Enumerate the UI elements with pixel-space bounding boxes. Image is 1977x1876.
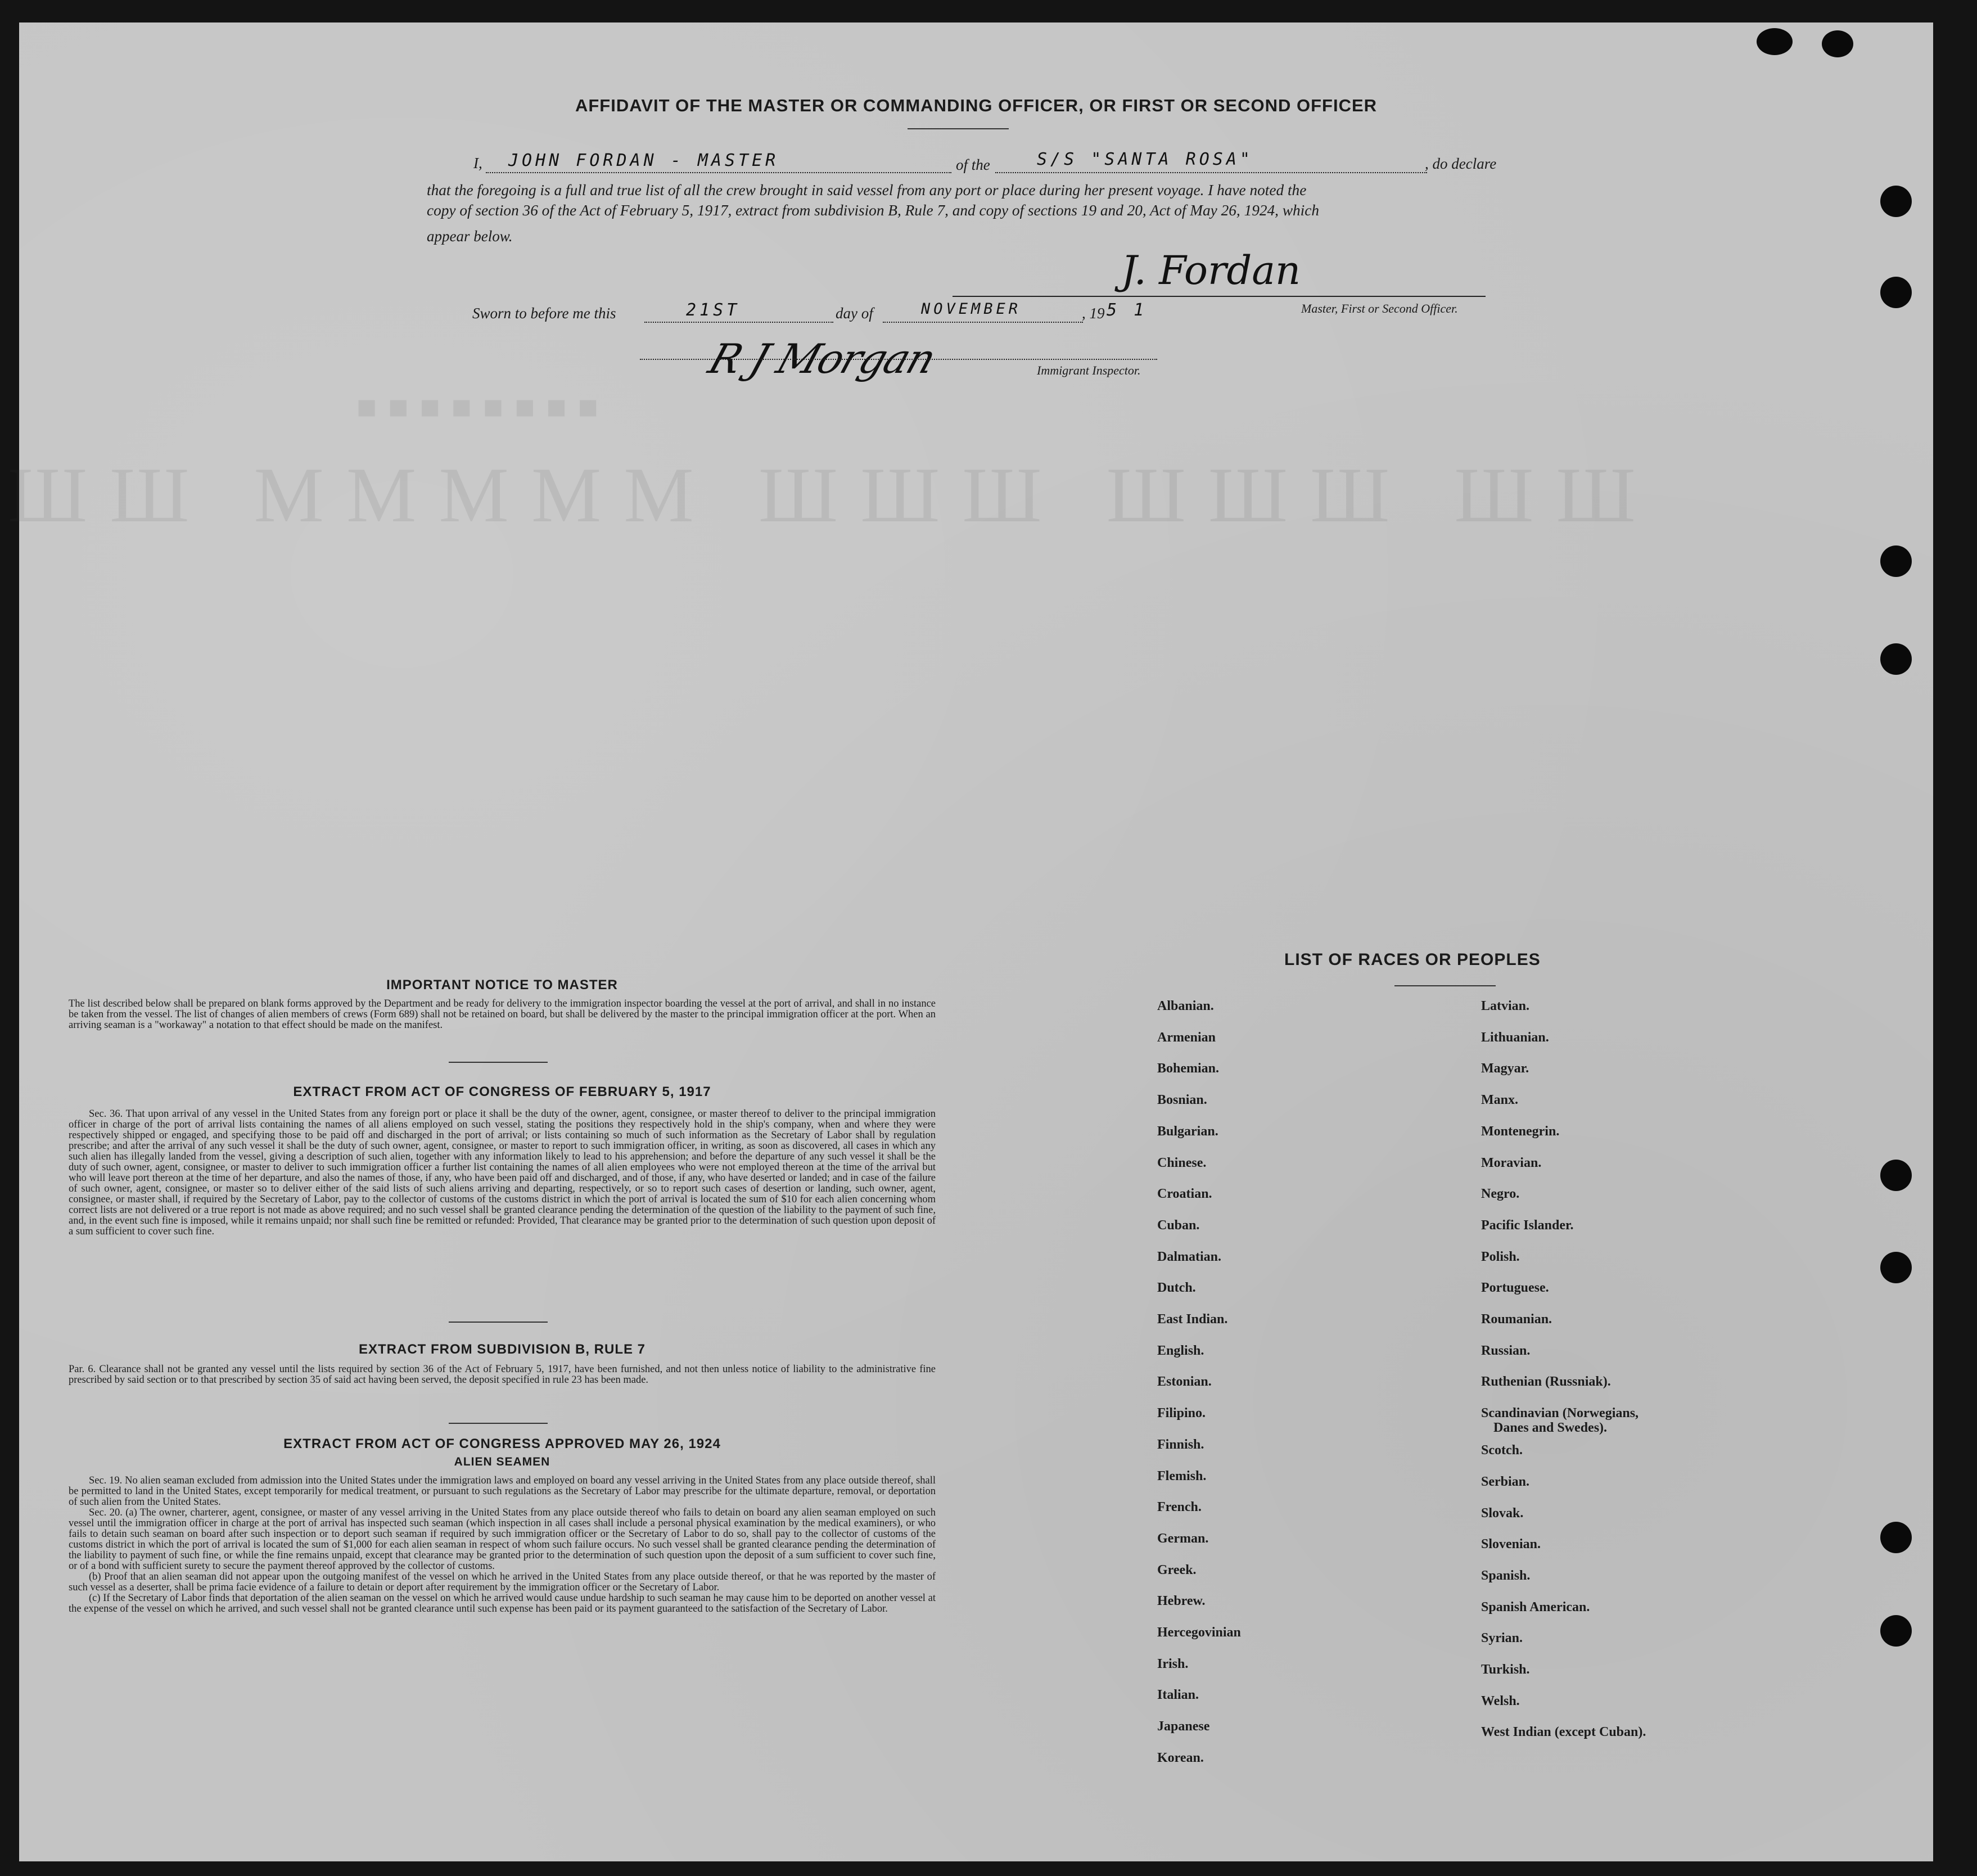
race-item: Manx.	[1481, 1093, 1518, 1108]
binder-hole	[1757, 28, 1793, 55]
alien-seamen-subtitle: ALIEN SEAMEN	[454, 1455, 550, 1468]
binder-hole	[1822, 30, 1853, 57]
race-item: Greek.	[1157, 1562, 1197, 1577]
race-item: Magyar.	[1481, 1061, 1529, 1076]
race-item: Pacific Islander.	[1481, 1217, 1574, 1233]
binder-hole	[1880, 1160, 1912, 1191]
handwritten-month: NOVEMBER	[921, 300, 1022, 318]
day-fill-line	[644, 322, 833, 323]
race-item: Dalmatian.	[1157, 1249, 1221, 1264]
affidavit-i: I,	[473, 155, 482, 172]
race-item: Finnish.	[1157, 1437, 1204, 1452]
year-prefix: , 19	[1082, 305, 1105, 322]
race-item: Serbian.	[1481, 1474, 1530, 1489]
month-fill-line	[883, 322, 1083, 323]
sec-36-text: That upon arrival of any vessel in the United States from any foreign port or place it shall be the duty of the owner, agent, consignee, or master thereof to deliver to the principal immigration officer in charge of the port of arrival lists containing the names of all aliens employed on such vessel, stating the positions they respectively hold in the ship's company, when and where they were respectively shipped or engaged, and specifying those to be paid off and discharged in the port of arrival; or lists containing so much of such information as the Secretary of Labor shall by regulation prescribe; and after the arrival of any such vessel it shall be the duty of such owner, agent, consignee, or master to report to such immigration officer, in writing, as soon as discovered, all cases in which any such alien has illegally landed from the vessel, giving a description of such alien, together with any information likely to lead to his apprehension; and before the departure of any such vessel it shall be the duty of such owner, agent, consignee, or master to deliver to such immigration officer a further list containing the names of all alien employees who were not employed thereon at the time of the arrival but who will leave port thereon at the time of her departure, and also the names of those, if any, who have been paid off and discharged, and of those, if any, who have deserted or landed; and in case of the failure of such owner, agent, consignee, or master so to deliver either of the said lists of such aliens arriving and departing, respectively, or so to report such cases of desertion or landing, such owner, agent, consignee, or master shall, if required by the Secretary of Labor, pay to the collector of customs of the customs district in which the port of arrival is located the sum of $10 for each alien concerning whom correct lists are not delivered or a true report is not made as above required; and no such vessel shall be granted clearance pending the determination of the question of the liability to the payment of such fine, and, in the event such fine is imposed, while it remains unpaid; nor shall such fine be remitted or refunded: Provided, That clearance may be granted prior to the determination of such question upon deposit of a sum sufficient to cover such fine.	[69, 1108, 936, 1237]
extract-1917-title: EXTRACT FROM ACT OF CONGRESS OF FEBRUARY 5, 1917	[293, 1084, 711, 1099]
race-item: Scandinavian (Norwegians,	[1481, 1406, 1639, 1421]
race-item: Bohemian.	[1157, 1061, 1220, 1076]
inspector-signature-line	[640, 359, 1157, 360]
race-item: Montenegrin.	[1481, 1124, 1560, 1139]
race-item: Chinese.	[1157, 1155, 1207, 1170]
race-item: Roumanian.	[1481, 1312, 1552, 1327]
extract-1924-text	[69, 1476, 936, 1615]
inspector-signature: R J Morgan	[703, 335, 941, 382]
race-item: Italian.	[1157, 1688, 1199, 1703]
race-item: Ruthenian (Russniak).	[1481, 1374, 1611, 1390]
race-item: Albanian.	[1157, 999, 1214, 1013]
affidavit-line-2: that the foregoing is a full and true list of all the crew brought in said vessel from any port or place during her present voyage. I have noted the	[427, 182, 1307, 199]
race-item: Croatian.	[1157, 1187, 1212, 1202]
race-item: Japanese	[1157, 1719, 1210, 1734]
handwritten-year: 5 1	[1107, 300, 1148, 320]
race-item: French.	[1157, 1500, 1202, 1515]
day-of-label: day of	[836, 305, 873, 322]
handwritten-vessel: S/S "SANTA ROSA"	[1037, 150, 1253, 169]
handwritten-day: 21ST	[686, 300, 741, 320]
race-item: Spanish American.	[1481, 1599, 1590, 1615]
bleed-through-text: ■■■■■■■■	[356, 389, 610, 426]
sec-20c-text: (c) If the Secretary of Labor finds that deportation of the alien seaman on the vessel on which he arrived would cause undue hardship to such seaman he may cause him to be deported on another vessel at the expense of the vessel on which he arrived, and such vessel shall not be granted clearance until such expense has been paid or its payment guaranteed to the satisfaction of the Secretary of Labor.	[69, 1593, 936, 1615]
divider	[449, 1322, 548, 1323]
extract-1917-block	[69, 1109, 936, 1237]
races-title: LIST OF RACES OR PEOPLES	[1284, 950, 1541, 969]
affidavit-line-3: copy of section 36 of the Act of February 5, 1917, extract from subdivision B, Rule 7, and copy of sections 19 and 20, Act of May 26, 1924, which	[427, 202, 1320, 219]
master-caption: Master, First or Second Officer.	[1301, 301, 1458, 315]
race-item: West Indian (except Cuban).	[1481, 1725, 1646, 1740]
extract-1924-title: EXTRACT FROM ACT OF CONGRESS APPROVED MAY 26, 1924	[283, 1436, 721, 1451]
race-item: Irish.	[1157, 1656, 1189, 1671]
binder-hole	[1880, 1615, 1912, 1647]
sec-20b-text: (b) Proof that an alien seaman did not appear upon the outgoing manifest of the vessel on which he arrived in the United States from any place outside thereof, or that he was reported by the master of such vessel as a deserter, shall be prima facie evidence of a failure to detain or deport after requirement by the immigration officer or the Secretary of Labor.	[69, 1571, 936, 1593]
race-item: English.	[1157, 1343, 1204, 1358]
race-item: Bulgarian.	[1157, 1124, 1218, 1139]
race-item: Russian.	[1481, 1343, 1531, 1358]
race-item: Spanish.	[1481, 1568, 1531, 1583]
master-signature: J. Fordan	[1121, 247, 1301, 294]
race-item: Estonian.	[1157, 1374, 1212, 1390]
sec-20a-text: Sec. 20. (a) The owner, charterer, agent, consignee, or master of any vessel arriving in the United States from any place outside thereof who fails to detain on board any alien seaman employed on such vessel until the immigration officer in charge at the port of arrival has inspected such seaman (which inspection in all cases shall include a personal physical examination by the medical examiners), or who fails to detain such seaman on board after such inspection or to deport such seaman if required by such immigration officer or the Secretary of Labor to do so, shall pay to the collector of customs of the customs district in which the port of arrival is located the sum of $1,000 for each alien seaman in respect of whom such failure occurs. No such vessel shall be granted clearance pending the determination of the liability to payment of such fine, or while the fine remains unpaid, except that clearance may be granted prior to the determination of such question upon the deposit of a sum sufficient to cover such fine, or of a bond with sufficient surety to secure the payment thereof approved by the collector of customs.	[69, 1507, 936, 1572]
race-item: Moravian.	[1481, 1155, 1542, 1170]
name-fill-line	[486, 172, 951, 173]
divider	[449, 1423, 548, 1424]
affidavit-title: AFFIDAVIT OF THE MASTER OR COMMANDING OFFICER, OR FIRST OR SECOND OFFICER	[575, 96, 1378, 115]
race-item: Bosnian.	[1157, 1093, 1207, 1108]
race-item: Armenian	[1157, 1030, 1216, 1045]
races-divider	[1394, 985, 1496, 986]
race-item: German.	[1157, 1531, 1209, 1546]
rule-7-text: Par. 6. Clearance shall not be granted any vessel until the lists required by section 36 of the Act of February 5, 1917, have been furnished, and not then unless notice of liability to the administrative fine prescribed by said section or to that prescribed by section 35 of said act having been served, the deposit specified in rule 23 has been made.	[69, 1364, 936, 1386]
race-item: Flemish.	[1157, 1468, 1207, 1483]
sec-19-text: Sec. 19. No alien seaman excluded from admission into the United States under the immigration laws and employed on board any vessel arriving in the United States from any place outside thereof, shall be permitted to land in the United States, except temporarily for medical treatment, or pursuant to such regulations as the Secretary of Labor may prescribe for the ultimate departure, removal, or deportation of such alien from the United States.	[69, 1475, 936, 1508]
binder-hole	[1880, 643, 1912, 675]
race-item: Welsh.	[1481, 1693, 1520, 1708]
race-item: Slovak.	[1481, 1505, 1524, 1521]
race-item: Filipino.	[1157, 1406, 1206, 1421]
inspector-caption: Immigrant Inspector.	[1037, 363, 1141, 377]
binder-hole	[1880, 545, 1912, 577]
race-item: Cuban.	[1157, 1217, 1200, 1233]
sworn-label: Sworn to before me this	[472, 305, 616, 322]
affidavit-do-declare: , do declare	[1425, 155, 1497, 172]
binder-hole	[1880, 1252, 1912, 1283]
race-item: Negro.	[1481, 1187, 1520, 1202]
document-page	[8, 22, 1933, 1861]
rule-7-title: EXTRACT FROM SUBDIVISION B, RULE 7	[358, 1342, 646, 1357]
race-item: Scotch.	[1481, 1443, 1523, 1458]
sec-36-label: Sec. 36.	[89, 1108, 123, 1120]
race-item: Korean.	[1157, 1750, 1204, 1765]
affidavit-of-the: of the	[956, 156, 990, 173]
race-item: Portuguese.	[1481, 1280, 1549, 1296]
affidavit-line-4: appear below.	[427, 228, 513, 245]
race-item: Dutch.	[1157, 1280, 1196, 1296]
notice-text: The list described below shall be prepared on blank forms approved by the Department and be ready for delivery to the immigration inspector boarding the vessel at the port of arrival, and shall in no instance be taken from the vessel. The list of changes of alien members of crews (Form 689) shall not be retained on board, but shall be delivered by the master to the principal immigration officer at the port. When an arriving seaman is a "workaway" a notation to that effect should be made on the manifest.	[69, 998, 936, 1031]
binder-hole	[1880, 1522, 1912, 1553]
race-item: Danes and Swedes).	[1493, 1420, 1608, 1436]
bleed-through-text: ШШ MMMMM ШШШ ШШШ ШШ	[8, 452, 1658, 539]
race-item: East Indian.	[1157, 1312, 1228, 1327]
divider	[449, 1062, 548, 1063]
race-item: Latvian.	[1481, 999, 1530, 1013]
race-item: Hebrew.	[1157, 1594, 1206, 1609]
race-item: Polish.	[1481, 1249, 1520, 1264]
race-item: Slovenian.	[1481, 1537, 1541, 1552]
title-divider	[908, 128, 1009, 129]
binder-hole	[1880, 277, 1912, 308]
vessel-fill-line	[995, 172, 1427, 173]
notice-title: IMPORTANT NOTICE TO MASTER	[386, 977, 618, 993]
handwritten-name: JOHN FORDAN - MASTER	[508, 151, 779, 170]
race-item: Hercegovinian	[1157, 1625, 1241, 1640]
race-item: Lithuanian.	[1481, 1030, 1549, 1045]
race-item: Syrian.	[1481, 1631, 1523, 1646]
master-signature-line	[953, 296, 1486, 297]
race-item: Turkish.	[1481, 1662, 1530, 1677]
binder-hole	[1880, 186, 1912, 217]
